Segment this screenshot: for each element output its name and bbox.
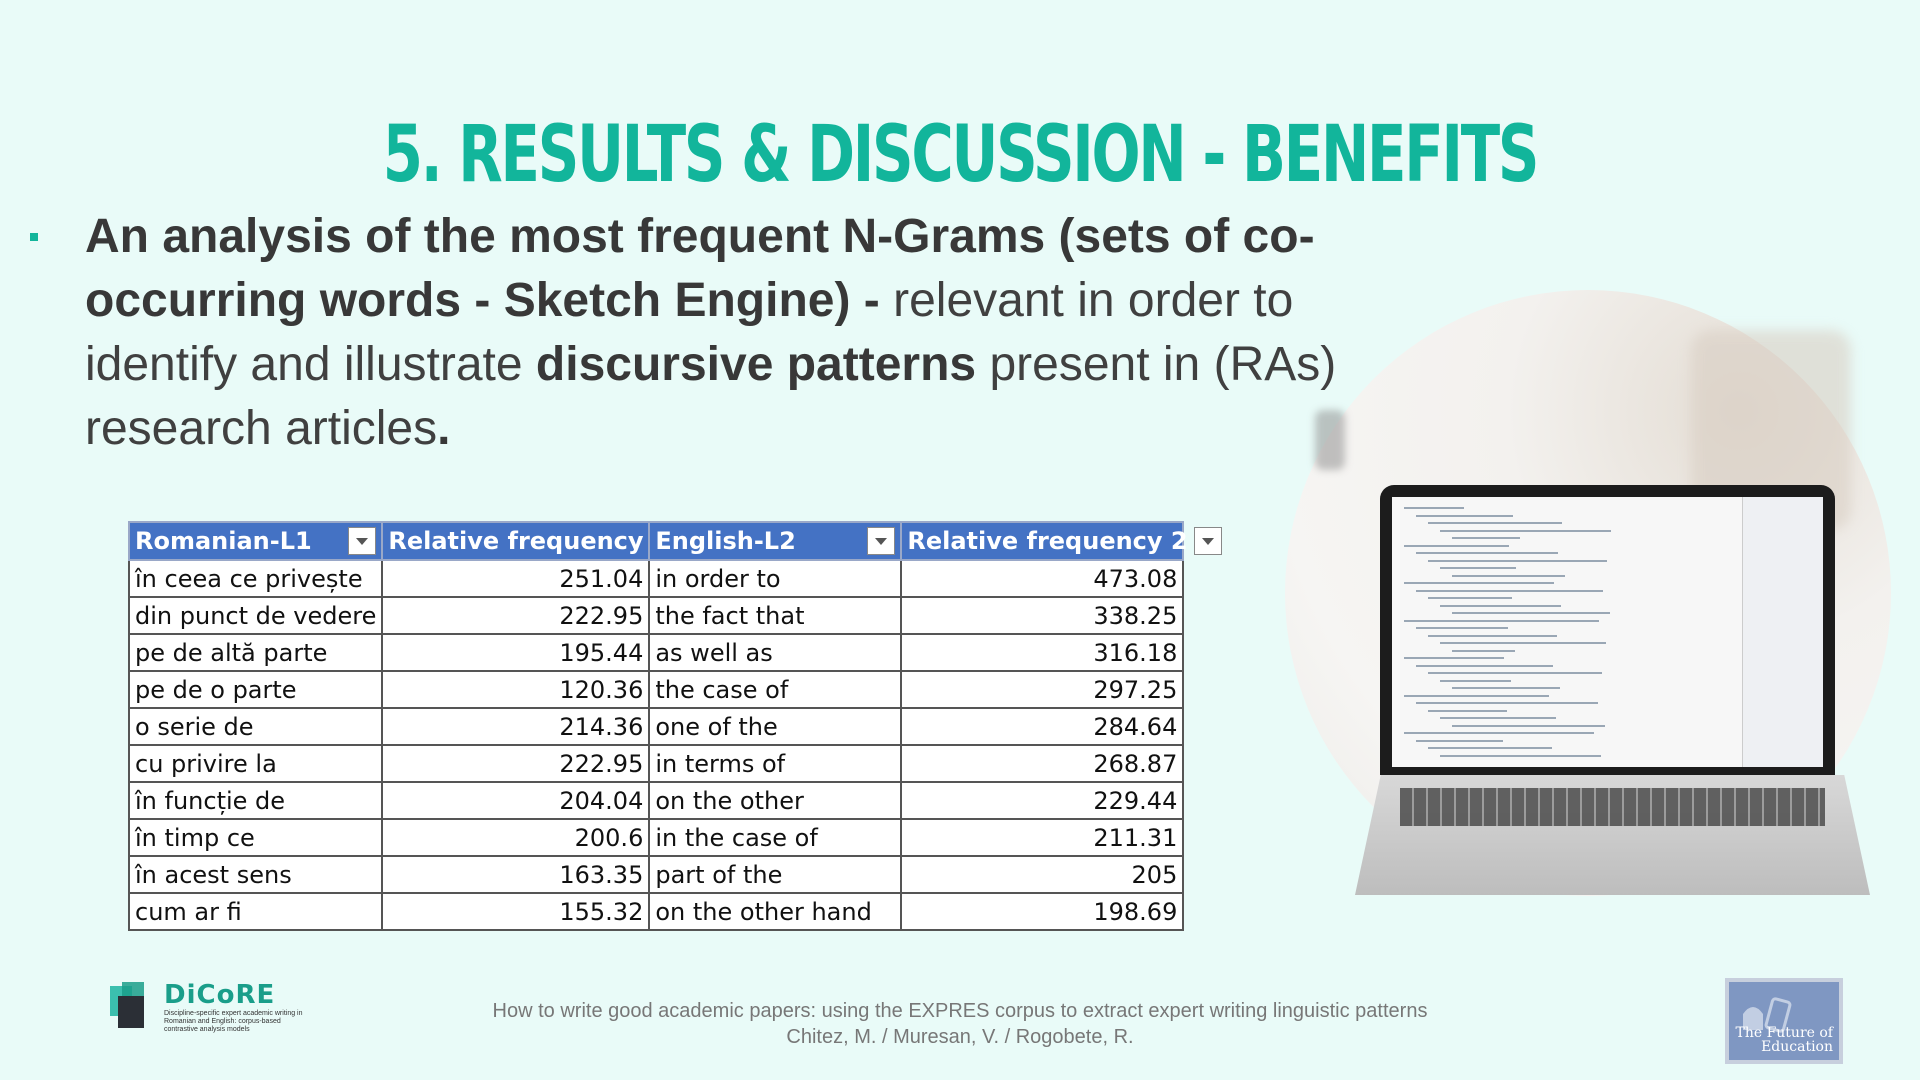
bullet-bold-2: discursive patterns — [535, 338, 977, 391]
cell-relative-frequency-2: 297.25 — [901, 671, 1183, 708]
column-header-relative-frequency-2[interactable]: Relative frequency 2 — [901, 522, 1183, 560]
filter-dropdown-icon[interactable] — [348, 527, 376, 555]
cell-english: one of the — [649, 708, 901, 745]
table-row — [129, 560, 1183, 597]
cell-english: the fact that — [649, 597, 901, 634]
cell-relative-frequency: 200.6 — [382, 819, 649, 856]
logo-subtitle: Discipline-specific expert academic writing in Romanian and English: corpus-based contrastive analysis models — [164, 1010, 303, 1033]
footer — [0, 998, 1920, 1050]
cell-relative-frequency: 155.32 — [382, 893, 649, 930]
laptop-photo — [1285, 290, 1891, 896]
ngram-table — [128, 521, 1188, 931]
table-body — [129, 560, 1183, 930]
bullet-marker — [30, 233, 38, 241]
cell-relative-frequency: 214.36 — [382, 708, 649, 745]
keyboard-image — [1400, 788, 1825, 826]
cell-relative-frequency-2: 338.25 — [901, 597, 1183, 634]
cell-relative-frequency-2: 268.87 — [901, 745, 1183, 782]
cell-romanian: pe de altă parte — [129, 634, 382, 671]
table-row — [129, 819, 1183, 856]
cell-english: on the other hand — [649, 893, 901, 930]
logo-name: DiCoRE — [164, 980, 276, 1010]
cell-relative-frequency: 251.04 — [382, 560, 649, 597]
cell-english: in the case of — [649, 819, 901, 856]
table-row — [129, 893, 1183, 930]
badge-text: The Future of Education — [1735, 1025, 1833, 1055]
table-row — [129, 708, 1183, 745]
filter-dropdown-icon[interactable] — [1194, 527, 1222, 555]
cell-relative-frequency-2: 473.08 — [901, 560, 1183, 597]
column-header-romanian[interactable]: Romanian-L1 — [129, 522, 382, 560]
bullet-bold-3: . — [437, 402, 451, 455]
future-of-education-badge — [1725, 978, 1843, 1064]
footer-authors: Chitez, M. / Muresan, V. / Rogobete, R. — [786, 1026, 1134, 1048]
cell-english: on the other — [649, 782, 901, 819]
table-row — [129, 634, 1183, 671]
bullet-bold-1: An analysis of the most frequent N-Grams (sets of co-occurring words - Sketch Engine) - — [85, 210, 1315, 327]
column-header-relative-frequency[interactable]: Relative frequency — [382, 522, 649, 560]
cell-romanian: cum ar fi — [129, 893, 382, 930]
cell-relative-frequency: 120.36 — [382, 671, 649, 708]
cell-relative-frequency: 222.95 — [382, 745, 649, 782]
footer-title: How to write good academic papers: using the EXPRES corpus to extract expert writing linguistic patterns — [492, 1000, 1428, 1022]
cell-relative-frequency: 222.95 — [382, 597, 649, 634]
cell-relative-frequency-2: 211.31 — [901, 819, 1183, 856]
cell-relative-frequency-2: 205 — [901, 856, 1183, 893]
bullet-text — [85, 205, 1350, 461]
laptop-screen-image — [1380, 485, 1835, 775]
cell-romanian: cu privire la — [129, 745, 382, 782]
cell-relative-frequency-2: 284.64 — [901, 708, 1183, 745]
cell-relative-frequency-2: 198.69 — [901, 893, 1183, 930]
slide-title: 5. RESULTS & DISCUSSION - BENEFITS — [382, 110, 1538, 200]
column-header-english[interactable]: English-L2 — [649, 522, 901, 560]
filter-dropdown-icon[interactable] — [867, 527, 895, 555]
cell-english: in terms of — [649, 745, 901, 782]
table-header-row — [129, 522, 1183, 560]
table-row — [129, 782, 1183, 819]
cell-romanian: din punct de vedere — [129, 597, 382, 634]
cell-romanian: o serie de — [129, 708, 382, 745]
cell-english: as well as — [649, 634, 901, 671]
cell-english: the case of — [649, 671, 901, 708]
bullet-normal-1: relevant in order to identify and illustrate — [85, 274, 1294, 391]
cell-romanian: în timp ce — [129, 819, 382, 856]
cell-relative-frequency: 204.04 — [382, 782, 649, 819]
cell-english: in order to — [649, 560, 901, 597]
cell-relative-frequency: 195.44 — [382, 634, 649, 671]
table-row — [129, 856, 1183, 893]
bullet-point — [30, 205, 1350, 461]
table-row — [129, 597, 1183, 634]
table-row — [129, 745, 1183, 782]
cell-relative-frequency-2: 316.18 — [901, 634, 1183, 671]
cell-relative-frequency: 163.35 — [382, 856, 649, 893]
cell-relative-frequency-2: 229.44 — [901, 782, 1183, 819]
cell-romanian: în ceea ce privește — [129, 560, 382, 597]
cell-english: part of the — [649, 856, 901, 893]
bullet-normal-2: present in (RAs) research articles — [85, 338, 1337, 455]
cell-romanian: în acest sens — [129, 856, 382, 893]
cell-romanian: în funcție de — [129, 782, 382, 819]
table-row — [129, 671, 1183, 708]
cell-romanian: pe de o parte — [129, 671, 382, 708]
